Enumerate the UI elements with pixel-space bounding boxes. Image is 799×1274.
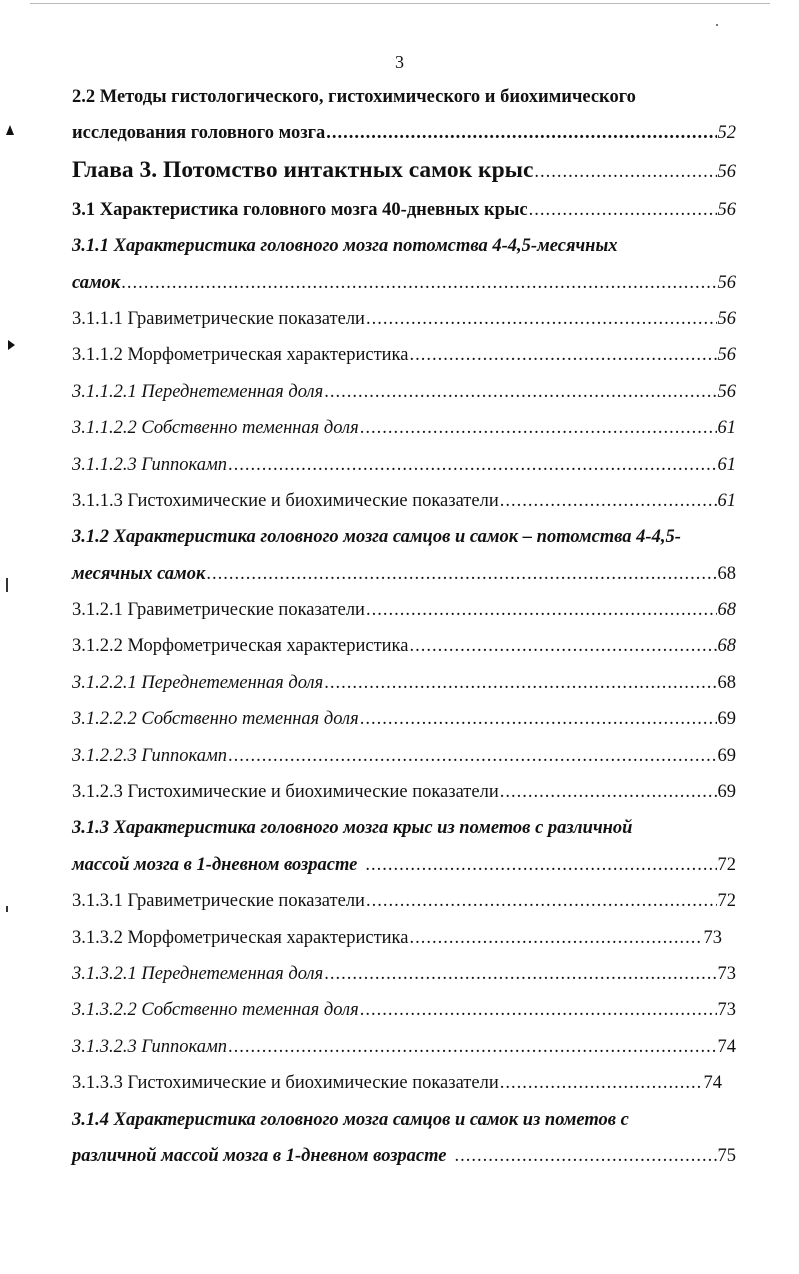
toc-entry: [72, 482, 736, 518]
toc-entry: [72, 227, 736, 263]
toc-entry-text: 3.1 Характеристика головного мозга 40-дневных крыс: [72, 199, 528, 220]
toc-page-number: 73: [703, 927, 722, 948]
leader-dots: [324, 964, 716, 985]
toc-entry: [72, 845, 736, 881]
leader-dots: [500, 782, 717, 803]
leader-dots: [455, 1146, 717, 1167]
leader-dots: [366, 891, 717, 912]
toc-page-number: 56: [717, 345, 736, 366]
toc-page-number: 74: [717, 1036, 736, 1057]
toc-entry-text: 3.1.4 Характеристика головного мозга самцов и самок из пометов с: [72, 1109, 629, 1130]
toc-entry-text: 3.1.2.2 Морфометрическая характеристика: [72, 636, 409, 657]
toc-entry: [72, 591, 736, 627]
toc-entry-text: 2.2 Методы гистологического, гистохимического и биохимического: [72, 87, 636, 107]
toc-chapter-entry: [72, 150, 736, 190]
toc-page-number: 56: [717, 272, 736, 293]
toc-entry: [72, 1027, 736, 1063]
leader-dots: [324, 382, 716, 403]
toc-entry-text: 3.1.3.2.2 Собственно теменная доля: [72, 1000, 359, 1021]
leader-dots: [365, 855, 716, 876]
toc-entry-text: 3.1.1.2.2 Собственно теменная доля: [72, 418, 359, 439]
toc-entry-text: 3.1.1.1 Гравиметрические показатели: [72, 308, 365, 329]
toc-page-number: 73: [717, 1000, 736, 1021]
leader-dots: [360, 709, 717, 730]
toc-page-number: 61: [717, 418, 736, 439]
leader-dots: [534, 162, 716, 183]
toc-entry: [72, 190, 736, 226]
toc-entry-text: 3.1.2.3 Гистохимические и биохимические показатели: [72, 782, 499, 803]
toc-page-number: 69: [717, 745, 736, 766]
toc-entry-text: 3.1.1 Характеристика головного мозга потомства 4-4,5-месячных: [72, 236, 618, 257]
toc-entry-text: 3.1.2.1 Гравиметрические показатели: [72, 600, 365, 621]
leader-dots: [228, 1037, 716, 1058]
toc-entry: [72, 955, 736, 991]
scan-edge-line: [30, 3, 770, 4]
toc-page-number: 69: [717, 782, 736, 803]
toc-entry: [72, 627, 736, 663]
toc-page-number: 68: [717, 636, 736, 657]
toc-entry: [72, 1100, 736, 1136]
toc-entry: [72, 736, 736, 772]
toc-page-number: 74: [703, 1073, 722, 1094]
toc-entry: [72, 114, 736, 150]
scan-margin-mark: [8, 340, 15, 350]
toc-entry-text: 3.1.2.2.3 Гиппокамп: [72, 745, 228, 766]
toc-entry: [72, 918, 736, 954]
toc-entry-text: самок: [72, 272, 121, 293]
toc-entry-text: Глава 3. Потомство интактных самок крыс: [72, 157, 534, 184]
toc-entry: [72, 300, 736, 336]
leader-dots: [121, 273, 716, 294]
toc-entry: [72, 336, 736, 372]
toc-entry-text: исследования головного мозга: [72, 123, 326, 144]
page-number: 3: [395, 52, 404, 72]
toc-entry: [72, 663, 736, 699]
leader-dots: [366, 309, 717, 330]
table-of-contents: [72, 80, 736, 1173]
toc-page-number: 56: [717, 199, 736, 220]
leader-dots: [326, 123, 716, 144]
toc-page-number: 56: [717, 308, 736, 329]
toc-page-number: 56: [717, 162, 736, 183]
toc-page-number: 68: [717, 563, 736, 584]
leader-dots: [409, 928, 702, 949]
toc-entry: [72, 80, 736, 114]
leader-dots: [228, 746, 716, 767]
toc-entry: [72, 445, 736, 481]
scan-speck: [716, 24, 718, 26]
toc-page-number: 72: [717, 891, 736, 912]
leader-dots: [206, 564, 716, 585]
leader-dots: [500, 491, 717, 512]
leader-dots: [366, 600, 717, 621]
toc-entry: [72, 263, 736, 299]
leader-dots: [360, 1000, 717, 1021]
toc-entry-text: 3.1.2.2.2 Собственно теменная доля: [72, 709, 359, 730]
toc-entry: [72, 700, 736, 736]
toc-page-number: 56: [717, 381, 736, 402]
toc-entry: [72, 518, 736, 554]
toc-entry-text: массой мозга в 1-дневном возрасте: [72, 854, 358, 875]
toc-entry-text: 3.1.2.2.1 Переднетеменная доля: [72, 672, 324, 693]
toc-entry: [72, 409, 736, 445]
toc-entry-text: 3.1.3.2 Морфометрическая характеристика: [72, 927, 409, 948]
leader-dots: [409, 636, 716, 657]
toc-page-number: 68: [717, 672, 736, 693]
scan-margin-mark: [6, 578, 8, 592]
toc-entry: [72, 882, 736, 918]
toc-entry-text: 3.1.3.2.1 Переднетеменная доля: [72, 963, 324, 984]
toc-page-number: 61: [717, 490, 736, 511]
toc-entry-text: 3.1.1.3 Гистохимические и биохимические показатели: [72, 490, 499, 511]
scan-margin-mark: [6, 906, 8, 912]
toc-page-number: 75: [717, 1145, 736, 1166]
toc-entry-text: 3.1.3.1 Гравиметрические показатели: [72, 891, 365, 912]
toc-entry: [72, 1064, 736, 1100]
toc-page-number: 52: [717, 123, 736, 144]
toc-entry-text: 3.1.3.3 Гистохимические и биохимические показатели: [72, 1073, 499, 1094]
leader-dots: [324, 673, 716, 694]
toc-entry: [72, 991, 736, 1027]
leader-dots: [529, 200, 717, 221]
toc-entry: [72, 773, 736, 809]
toc-page-number: 61: [717, 454, 736, 475]
leader-dots: [360, 418, 717, 439]
toc-entry-text: различной массой мозга в 1-дневном возрасте: [72, 1145, 447, 1166]
toc-entry-text: 3.1.1.2.3 Гиппокамп: [72, 454, 228, 475]
leader-dots: [500, 1073, 703, 1094]
toc-page-number: 72: [717, 854, 736, 875]
leader-dots: [228, 455, 716, 476]
toc-entry-text: 3.1.2 Характеристика головного мозга самцов и самок – потомства 4-4,5-: [72, 527, 681, 548]
leader-dots: [409, 345, 716, 366]
scan-margin-mark: [6, 125, 14, 135]
toc-entry-text: 3.1.3.2.3 Гиппокамп: [72, 1036, 228, 1057]
toc-page-number: 69: [717, 709, 736, 730]
toc-entry-text: 3.1.1.2.1 Переднетеменная доля: [72, 381, 324, 402]
toc-page-number: 68: [717, 600, 736, 621]
toc-entry: [72, 372, 736, 408]
toc-entry-text: 3.1.1.2 Морфометрическая характеристика: [72, 345, 409, 366]
toc-page-number: 73: [717, 963, 736, 984]
toc-entry: [72, 554, 736, 590]
toc-entry: [72, 1137, 736, 1173]
toc-entry: [72, 809, 736, 845]
toc-entry-text: месячных самок: [72, 563, 206, 584]
toc-entry-text: 3.1.3 Характеристика головного мозга крыс из пометов с различной: [72, 818, 633, 839]
